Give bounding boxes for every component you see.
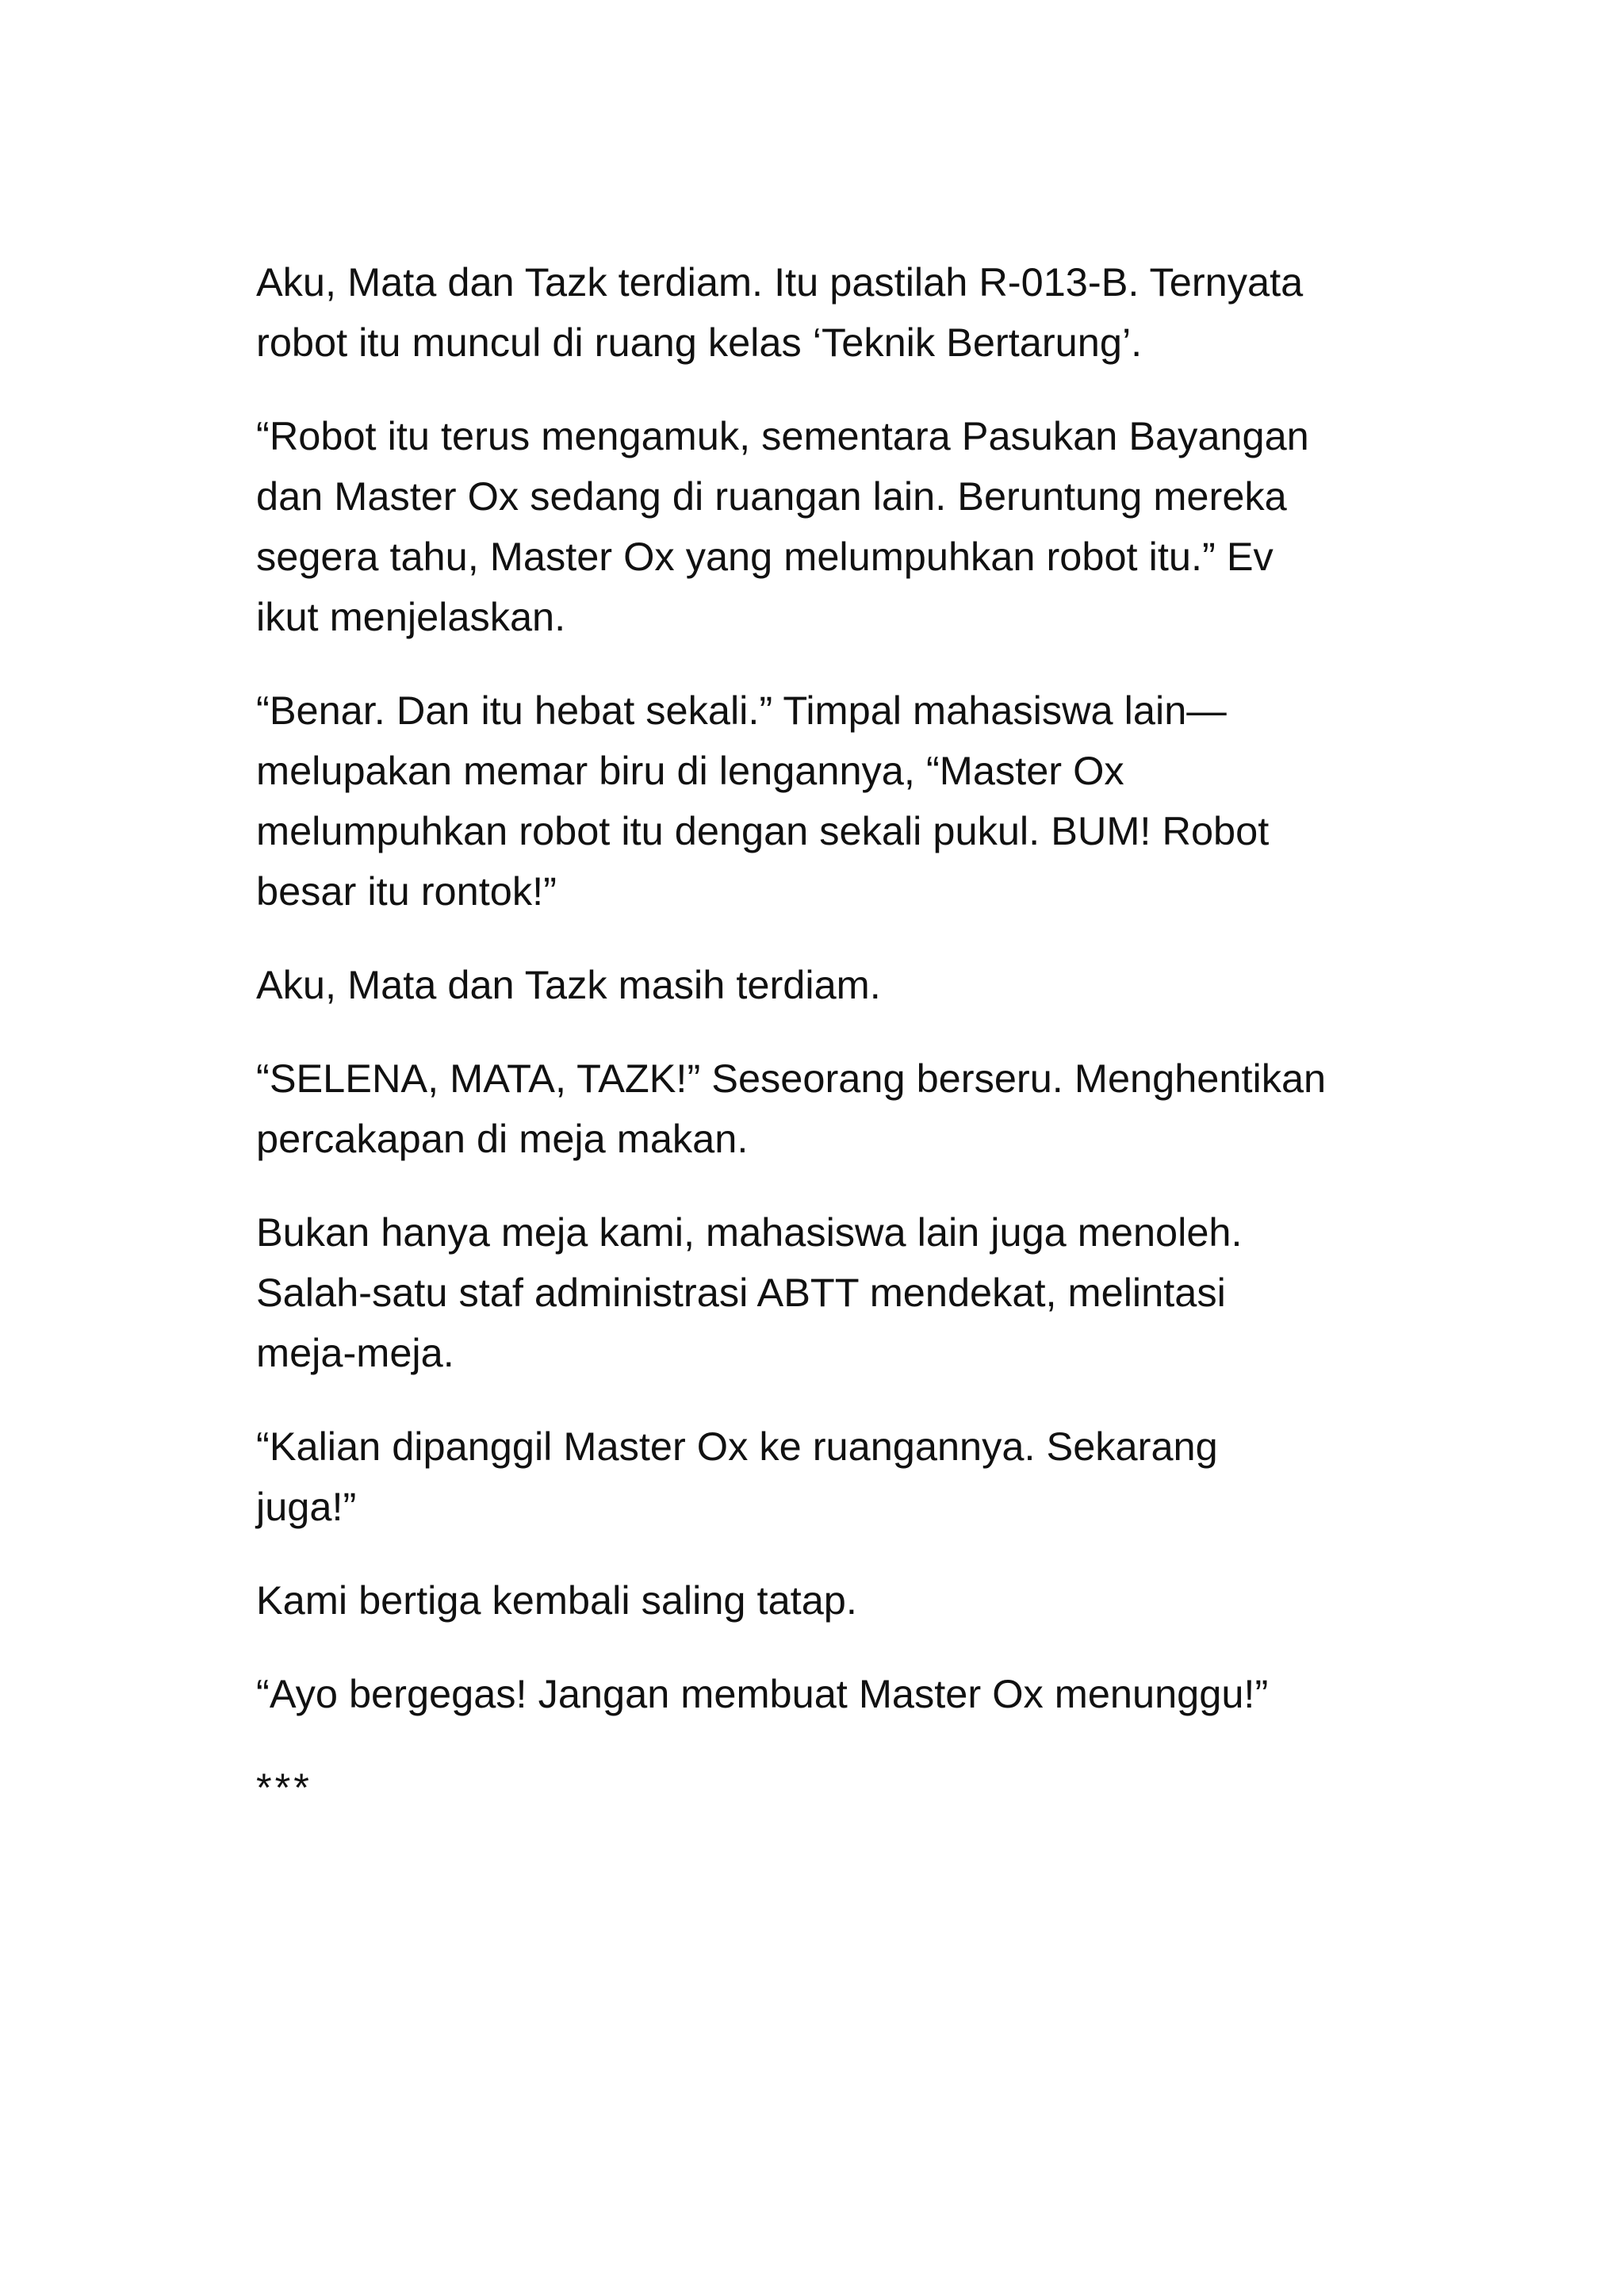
paragraph: Kami bertiga kembali saling tatap.	[256, 1577, 857, 1623]
paragraph: Aku, Mata dan Tazk masih terdiam.	[256, 962, 881, 1007]
paragraph: “Benar. Dan itu hebat sekali.” Timpal mahasiswa lain— melupakan memar biru di lengannya, “Master Ox melumpuhkan robot itu dengan sekali pukul. BUM! Robot besar itu rontok!”	[256, 688, 1270, 914]
paragraph: “Ayo bergegas! Jangan membuat Master Ox menunggu!”	[256, 1671, 1269, 1716]
paragraph: “SELENA, MATA, TAZK!” Seseorang berseru. Menghentikan percakapan di meja makan.	[256, 1056, 1327, 1161]
paragraph: “Kalian dipanggil Master Ox ke ruangannya. Sekarang juga!”	[256, 1424, 1218, 1529]
paragraph: Aku, Mata dan Tazk terdiam. Itu pastilah R-013-B. Ternyata robot itu muncul di ruang kelas ‘Teknik Bertarung’.	[256, 259, 1304, 365]
paragraph: “Robot itu terus mengamuk, sementara Pasukan Bayangan dan Master Ox sedang di ruangan lain. Beruntung mereka segera tahu, Master Ox yang melumpuhkan robot itu.” Ev ikut menjelaskan.	[256, 413, 1309, 639]
body-text	[256, 252, 1382, 1818]
paragraph: Bukan hanya meja kami, mahasiswa lain juga menoleh. Salah-satu staf administrasi ABTT mendekat, melintasi meja-meja.	[256, 1209, 1243, 1375]
scene-separator: ***	[256, 1765, 312, 1810]
